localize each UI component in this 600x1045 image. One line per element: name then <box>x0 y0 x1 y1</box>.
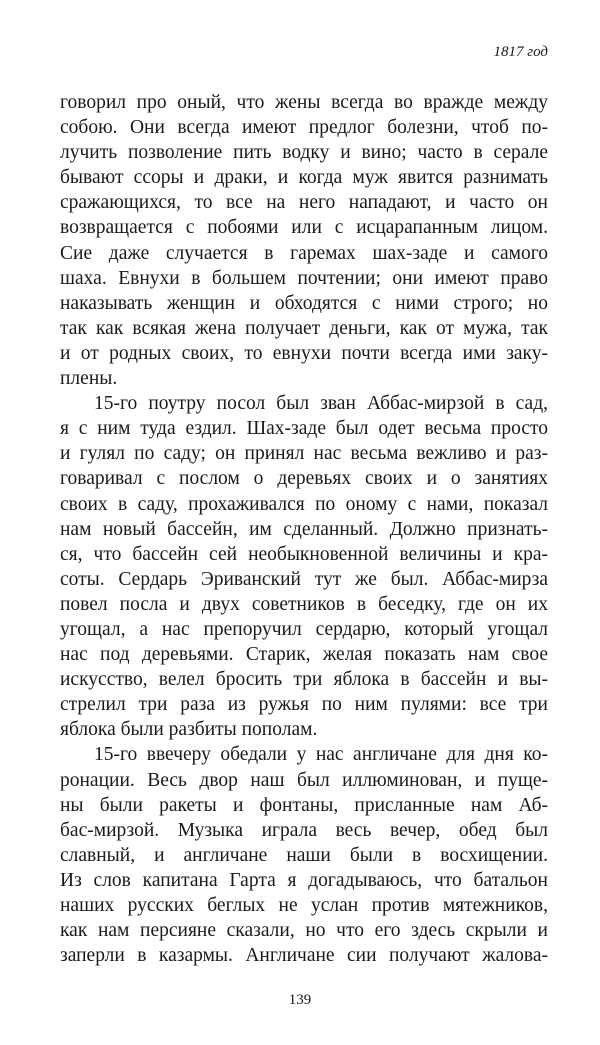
text-line: и гулял по саду; он принял нас весьма вежливо и раз- <box>60 443 548 465</box>
text-line: лучить позволение пить водку и вино; часто в серале <box>60 142 548 164</box>
text-line: наших русских беглых не услан против мятежников, <box>60 895 548 916</box>
text-line: ся, что бассейн сей необыкновенной величины и кра- <box>60 543 548 565</box>
text-line: плены. <box>60 368 118 390</box>
text-line: яблока были разбиты пополам. <box>60 719 318 741</box>
text-line: ны были ракеты и фонтаны, присланные нам Аб- <box>60 794 548 816</box>
text-line: повел посла и двух советников в беседку, где он их <box>60 593 548 615</box>
text-line: соты. Сердарь Эриванский тут же был. Аббас-мирза <box>60 568 548 590</box>
text-line: так как всякая жена получает деньги, как от мужа, так <box>60 317 548 339</box>
text-line: ронации. Весь двор наш был иллюминован, и пуще- <box>60 769 548 791</box>
text-line: стрелил три раза из ружья по ним пулями: все три <box>60 694 548 716</box>
page-number: 139 <box>288 992 312 1008</box>
paragraph <box>60 742 548 968</box>
text-line: заперли в казармы. Англичане сии получают жалова- <box>60 945 548 967</box>
text-line: Из слов капитана Гарта я догадываюсь, что батальон <box>60 869 548 891</box>
text-line: бывают ссоры и драки, и когда муж явится разнимать <box>60 167 548 189</box>
text-line: 15-го ввечеру обедали у нас англичане для дня ко- <box>94 744 548 766</box>
running-head: 1817 год <box>493 44 548 60</box>
text-line: я с ним туда ездил. Шах-заде был одет весьма просто <box>60 418 548 440</box>
text-line: своих в саду, прохаживался по оному с нами, показал <box>60 493 548 515</box>
text-line: нас под деревьями. Старик, желая показать нам свое <box>60 644 548 666</box>
body-text <box>60 90 548 968</box>
text-line: сражающихся, то все на него нападают, и часто он <box>60 192 548 214</box>
text-line: угощал, а нас препоручил сердарю, который угощал <box>60 618 548 640</box>
text-line: и от родных своих, то евнухи почти всегда ими заку- <box>60 342 548 364</box>
paragraph <box>60 90 548 391</box>
text-line: шаха. Евнухи в большем почтении; они имеют право <box>60 267 548 289</box>
text-line: собою. Они всегда имеют предлог болезни, чтоб по- <box>60 117 548 139</box>
text-line: нам новый бассейн, им сделанный. Должно признать- <box>60 518 548 540</box>
paragraph <box>60 391 548 742</box>
text-line: славный, и англичане наши были в восхищении. <box>60 844 548 866</box>
text-line: Сие даже случается в гаремах шах-заде и самого <box>60 242 548 264</box>
text-line: возвращается с побоями или с исцарапанным лицом. <box>60 217 548 239</box>
text-line: наказывать женщин и обходятся с ними строго; но <box>60 292 548 314</box>
text-line: бас-мирзой. Музыка играла весь вечер, обед был <box>60 819 548 841</box>
text-line: искусство, велел бросить три яблока в бассейн и вы- <box>60 669 548 691</box>
text-line: говорил про оный, что жены всегда во вражде между <box>60 92 548 113</box>
text-line: говаривал с послом о деревьях своих и о занятиях <box>60 468 548 490</box>
text-line: как нам персияне сказали, но что его здесь скрыли и <box>60 920 548 942</box>
text-line: 15-го поутру посол был зван Аббас-мирзой в сад, <box>94 393 548 415</box>
